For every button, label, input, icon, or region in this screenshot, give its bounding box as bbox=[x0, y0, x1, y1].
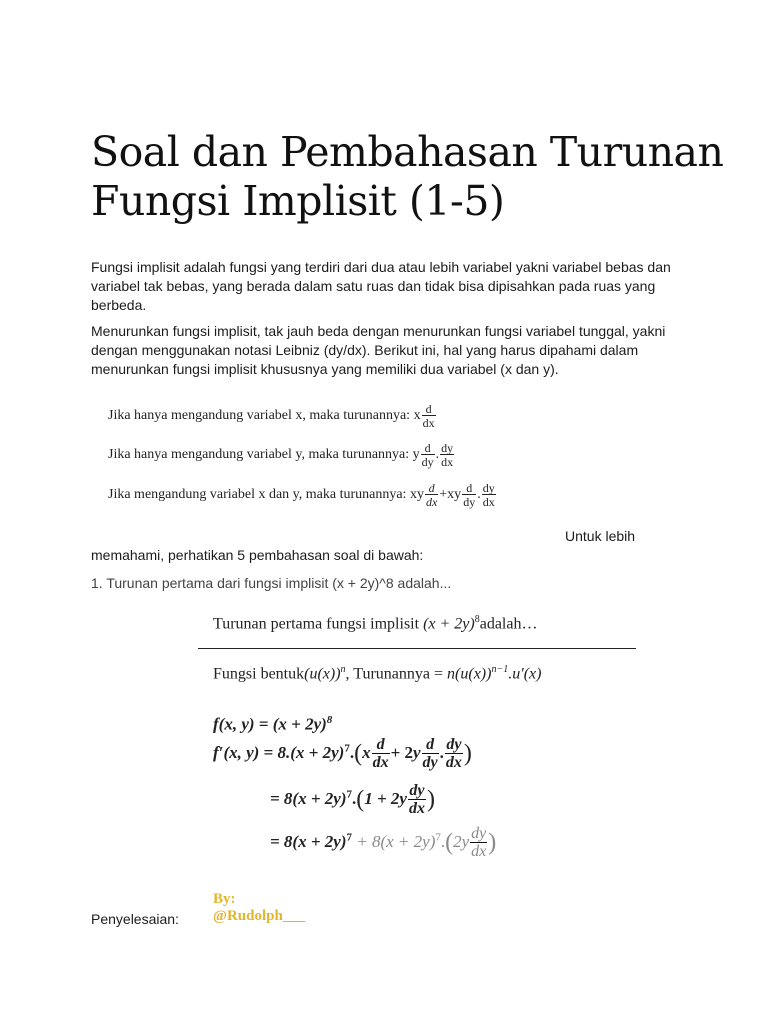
solution-label: Penyelesaian: bbox=[91, 911, 179, 927]
chain-rule-form: Fungsi $bentuk(u(x))^n$, Turunannya = $n(u(x))^{n-1}.u'(x)$ bbox=[213, 664, 542, 683]
solution-line-3: = $8(x + 2y)^7.(1 + 2y$ $\frac{dy}{dx}$ ) bbox=[270, 782, 435, 817]
solution-line-1: f(x, $y) = (x + 2y)^8$ bbox=[213, 714, 333, 734]
intro-paragraph: Fungsi implisit adalah fungsi yang terdiri dari dua atau lebih variabel yakni variabel bebas dan variabel tak bebas, yang berada dalam satu ruas dan tidak bisa dipisahkan pada ruas yang berbeda. bbox=[91, 259, 671, 313]
fraction-d-dx-italic: $\frac{d}{dx}$ bbox=[425, 481, 438, 509]
rule-xy: Jika mengandung variabel x dan y, maka turunannya: xy $\frac{d}{dx}$ +xy $\frac{d}{dy}$ . $\frac{dy}{dx}$ bbox=[108, 481, 495, 509]
rule-y: Jika hanya mengandung variabel y, maka turunannya: y $\frac{d}{dy}$ . $\frac{dy}{dx}$ bbox=[108, 441, 454, 469]
solution-heading: Turunan pertama fungsi implisit $(x + 2y)^8adalah\dots$ bbox=[213, 614, 538, 633]
rule-x bbox=[108, 403, 437, 429]
fraction-d-dy: $\frac{d}{dy}$ bbox=[463, 481, 476, 509]
question-1: 1. Turunan pertama dari fungsi implisit (x + 2y)^8 adalah... bbox=[91, 575, 452, 591]
fraction-d-dy: $\frac{d}{dy}$ bbox=[421, 441, 434, 469]
author-credit: By: @Rudolph___ bbox=[213, 891, 306, 924]
divider bbox=[198, 648, 636, 649]
fraction-dy-dx: $\frac{dy}{dx}$ bbox=[482, 481, 495, 509]
solution-line-2: f′(x, $y) = 8.(x + 2y)^7.(x$ $\frac{d}{dx}$ + 2y $\frac{d}{dy}$ . $\frac{dy}{dx}$ ) bbox=[213, 736, 472, 771]
fraction-d-dx: $\frac{d}{dx}$ bbox=[422, 402, 435, 430]
understand-intro-part1: Untuk lebih bbox=[565, 528, 636, 544]
rule-xy-text: Jika mengandung variabel x dan y, maka turunannya: xy bbox=[108, 487, 424, 503]
page-title: Soal dan Pembahasan Turunan Fungsi Implisit (1-5) bbox=[91, 128, 724, 225]
solution-line-4: = $8(x + 2y)^7 + 8(x + 2y)^7.(2y$ $\frac{dy}{dx}$ ) bbox=[270, 825, 497, 860]
rule-y-text: Jika hanya mengandung variabel y, maka turunannya: y bbox=[108, 447, 420, 463]
fraction-dy-dx: $\frac{dy}{dx}$ bbox=[441, 441, 454, 469]
understand-intro-part2: memahami, perhatikan 5 pembahasan soal di bawah: bbox=[91, 547, 424, 563]
leibniz-paragraph: Menurunkan fungsi implisit, tak jauh beda dengan menurunkan fungsi variabel tunggal, yakni dengan menggunakan notasi Leibniz (dy/dx). Berikut ini, hal yang harus dipahami dalam menurunkan fungsi implisit khususnya yang memiliki dua variabel (x dan y). bbox=[91, 323, 666, 377]
rule-x-text: Jika hanya mengandung variabel x, maka turunannya: x bbox=[108, 408, 421, 424]
